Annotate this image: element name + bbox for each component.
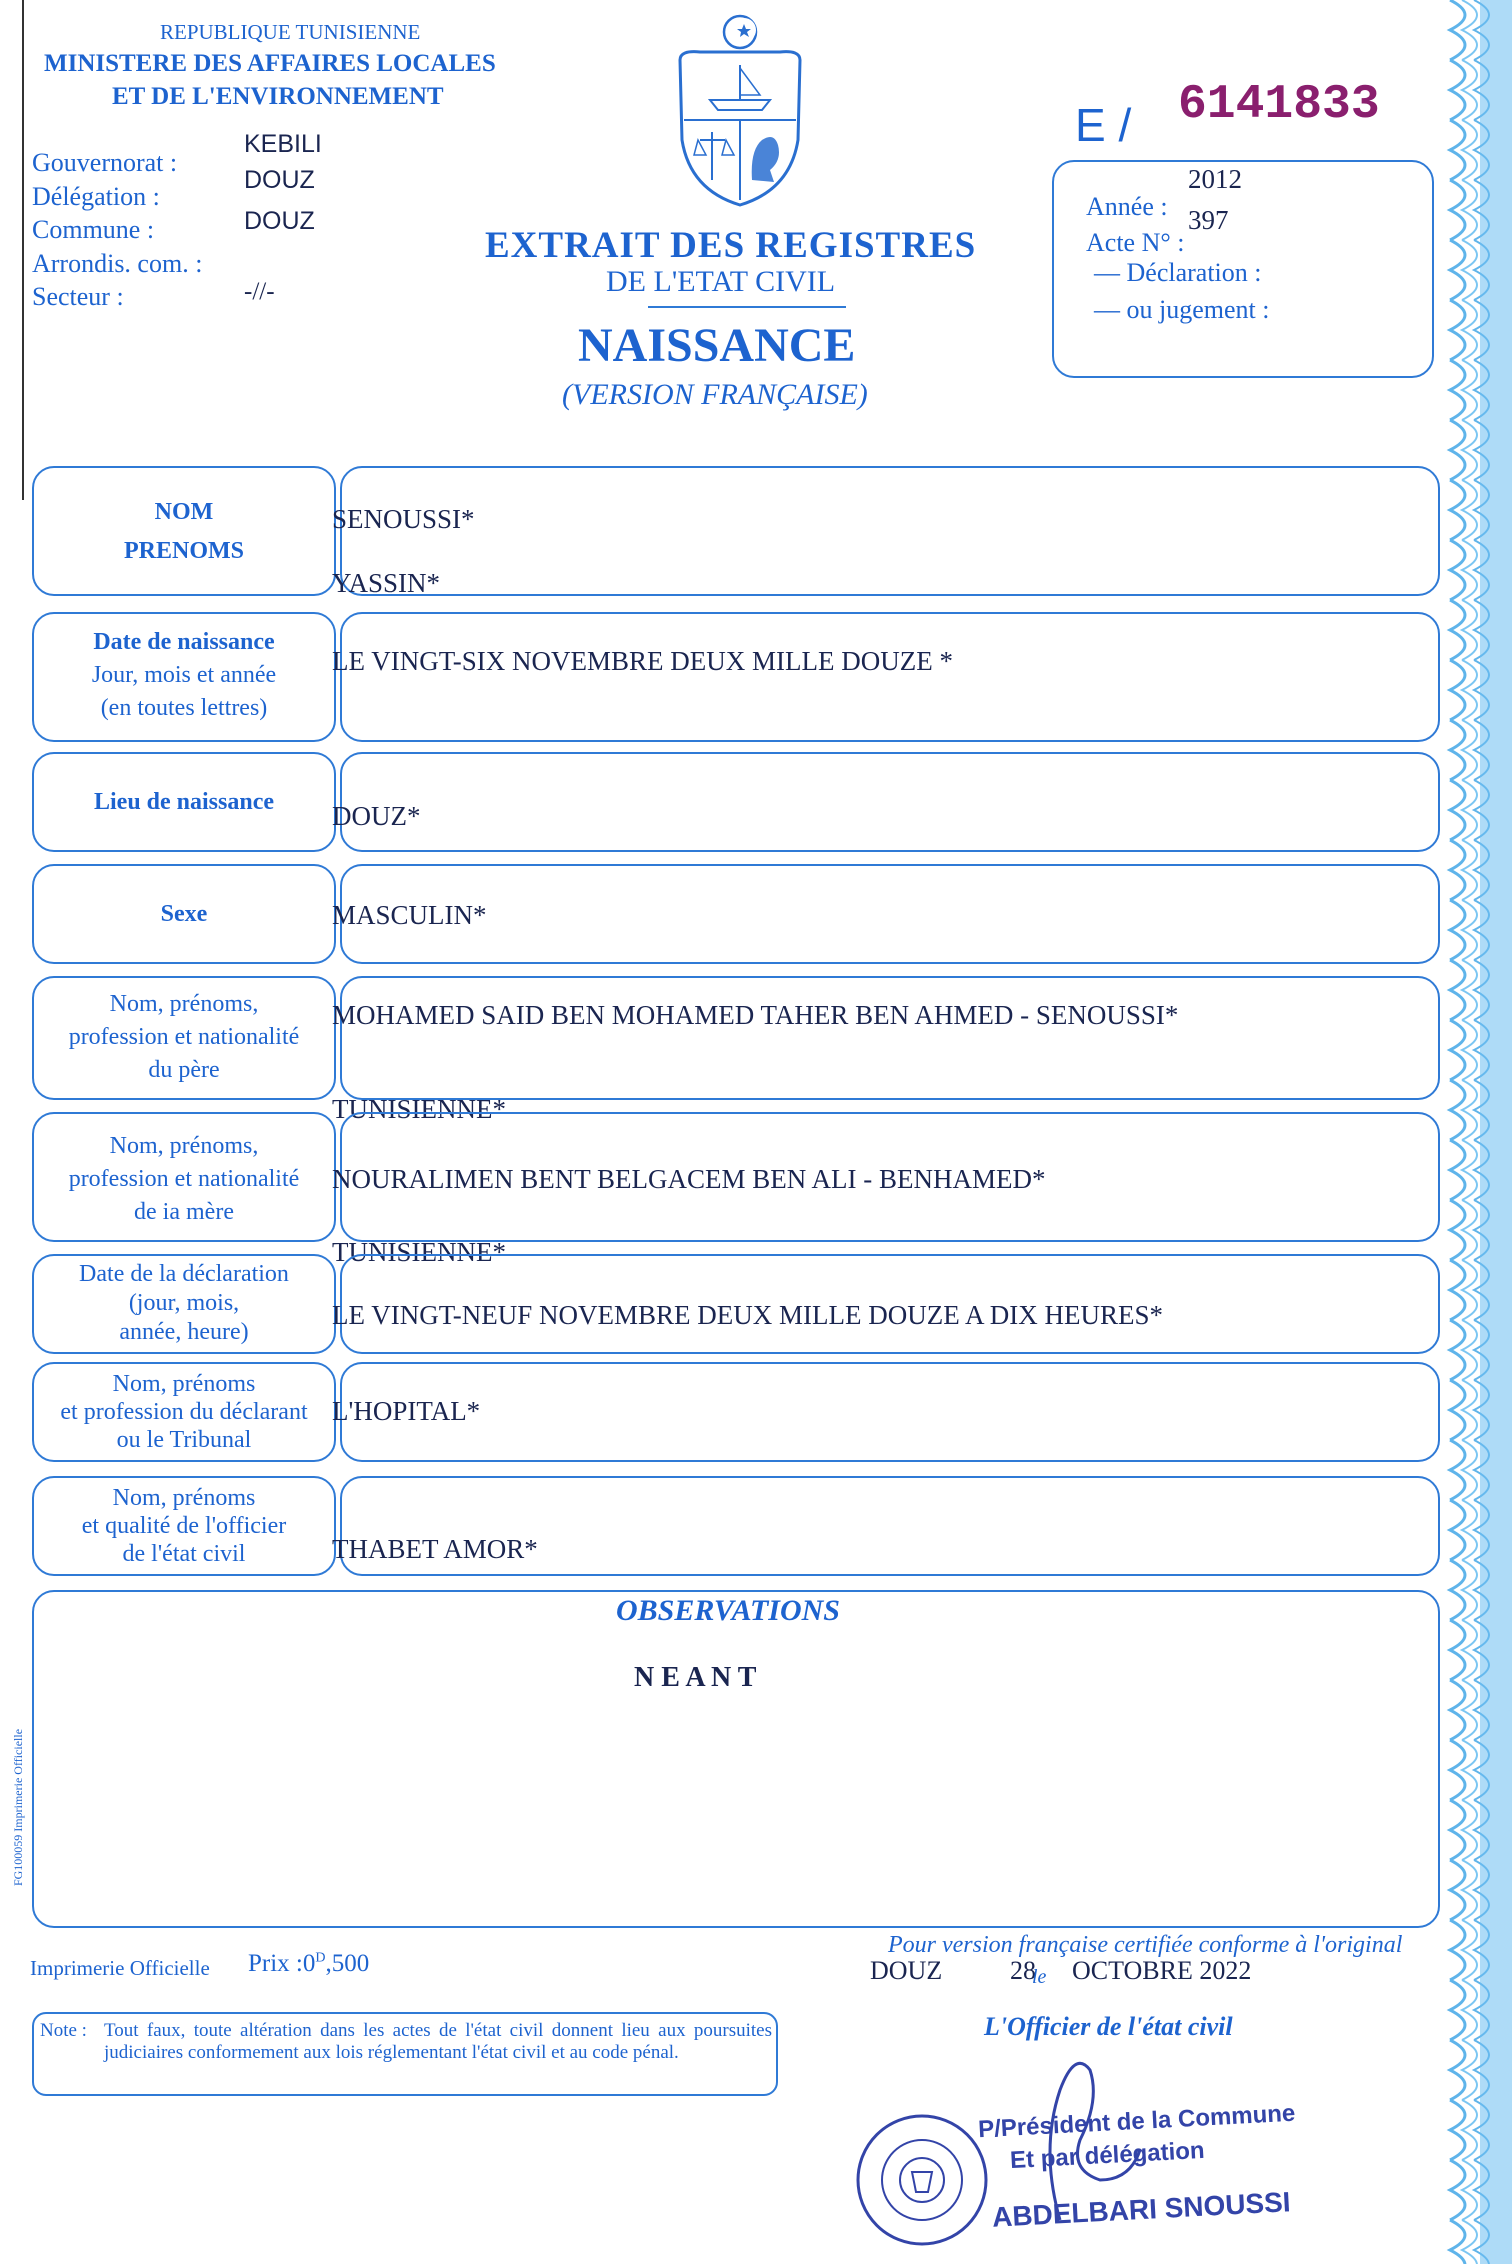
nom-label: NOM xyxy=(154,499,214,525)
declaration-date-label: Date de la déclaration (jour, mois, année, heure) xyxy=(79,1261,289,1345)
stamp-line2: Et par délégation xyxy=(1009,2136,1206,2175)
mother-value: NOURALIMEN BENT BELGACEM BEN ALI - BENHAMED* xyxy=(332,1164,1046,1194)
birthdate-label xyxy=(32,626,336,725)
day-value: 28 xyxy=(1010,1956,1036,1985)
row-birthplace-value-box xyxy=(340,752,1440,852)
stamp-name: ABDELBARI SNOUSSI xyxy=(991,2186,1292,2233)
prenoms-label: PRENOMS xyxy=(124,538,244,564)
declaration-date-value: LE VINGT-NEUF NOVEMBRE DEUX MILLE DOUZE A DIX HEURES* xyxy=(332,1300,1163,1330)
ministry-line1: MINISTERE DES AFFAIRES LOCALES xyxy=(44,50,496,77)
note-label: Note : xyxy=(40,2020,87,2041)
arrondissement-label: Arrondis. com. : xyxy=(32,249,203,278)
sex-value: MASCULIN* xyxy=(332,900,487,930)
annee-value: 2012 xyxy=(1188,164,1242,194)
mother-label: Nom, prénoms, profession et nationalité de ia mère xyxy=(68,1133,300,1225)
delegation-value: DOUZ xyxy=(244,166,315,194)
father-nationality: TUNISIENNE* xyxy=(332,1094,506,1124)
ministry-line2: ET DE L'ENVIRONNEMENT xyxy=(112,83,444,110)
officer-value: THABET AMOR* xyxy=(332,1534,538,1564)
mother-nationality: TUNISIENNE* xyxy=(332,1237,506,1267)
title-naissance: NAISSANCE xyxy=(578,319,856,372)
annee-label: Année : xyxy=(1086,192,1168,221)
row-birthdate-value-box xyxy=(340,612,1440,742)
nom-value: SENOUSSI* xyxy=(332,504,475,534)
prenoms-value: YASSIN* xyxy=(332,568,441,598)
row-declarant-value-box xyxy=(340,1362,1440,1462)
left-margin-line xyxy=(22,0,24,500)
sex-label: Sexe xyxy=(160,901,208,927)
imprimerie-label: Imprimerie Officielle xyxy=(30,1956,210,1980)
row-father-value-box xyxy=(340,976,1440,1100)
row-sex-value-box xyxy=(340,864,1440,964)
serial-prefix: E / xyxy=(1075,99,1132,151)
birthplace-value: DOUZ* xyxy=(332,801,421,831)
commune-label: Commune : xyxy=(32,215,155,244)
birthdate-label-line3: (en toutes lettres) xyxy=(100,695,268,721)
certification-text: Pour version française certifiée conforme à l'original xyxy=(888,1932,1403,1958)
coat-of-arms-emblem xyxy=(670,10,810,210)
gouvernorat-value: KEBILI xyxy=(244,130,322,158)
father-value: MOHAMED SAID BEN MOHAMED TAHER BEN AHMED - SENOUSSI* xyxy=(332,1000,1179,1030)
gouvernorat-label: Gouvernorat : xyxy=(32,148,178,177)
place-value: DOUZ xyxy=(870,1956,943,1985)
declarant-value: L'HOPITAL* xyxy=(332,1396,481,1426)
observations-title: OBSERVATIONS xyxy=(616,1594,840,1627)
row-nom-label-box xyxy=(32,466,336,596)
birthdate-value: LE VINGT-SIX NOVEMBRE DEUX MILLE DOUZE * xyxy=(332,646,953,676)
birthplace-label: Lieu de naissance xyxy=(93,789,275,815)
title-underline xyxy=(648,306,846,308)
stamp-line1: P/Président de la Commune xyxy=(977,2099,1296,2144)
declarant-label: Nom, prénoms et profession du déclarant ou le Tribunal xyxy=(60,1371,308,1453)
official-stamp-seal xyxy=(852,2110,992,2250)
title-version: (VERSION FRANÇAISE) xyxy=(562,378,868,411)
serial-number: 6141833 xyxy=(1178,78,1380,132)
acte-number-value: 397 xyxy=(1188,205,1229,235)
acte-number-label: Acte N° : xyxy=(1086,228,1185,257)
republic-label: REPUBLIQUE TUNISIENNE xyxy=(160,20,421,44)
le-label: le xyxy=(1032,1966,1047,1988)
father-label: Nom, prénoms, profession et nationalité du père xyxy=(68,991,300,1083)
security-border-pattern xyxy=(1440,0,1512,2264)
secteur-label: Secteur : xyxy=(32,282,124,311)
delegation-label: Délégation : xyxy=(32,182,160,211)
prix-label: Prix $:0^D,500$ xyxy=(248,1950,370,1977)
officer-label: Nom, prénoms et qualité de l'officier de l'état civil xyxy=(81,1485,287,1567)
note-text: Tout faux, toute altération dans les actes de l'état civil donnent lieu aux poursuites judiciaires conformement aux lois réglementant l'état civil et au code pénal. xyxy=(104,2020,772,2063)
birthdate-label-title: Date de naissance xyxy=(93,629,275,655)
title-line1: EXTRAIT DES REGISTRES xyxy=(485,225,977,266)
title-line2: DE L'ETAT CIVIL xyxy=(606,265,836,298)
declaration-label: — Déclaration : xyxy=(1094,258,1262,287)
observations-text: N E A N T xyxy=(634,1662,757,1693)
side-print-code: FG100059 Imprimerie Officielle xyxy=(11,1728,26,1887)
month-year-value: OCTOBRE 2022 xyxy=(1072,1956,1252,1985)
birthdate-label-line2: Jour, mois et année xyxy=(91,662,277,688)
observations-box xyxy=(32,1590,1440,1928)
commune-value: DOUZ xyxy=(244,207,315,235)
secteur-value: -//- xyxy=(244,278,275,305)
jugement-label: — ou jugement : xyxy=(1094,295,1270,324)
officier-label: L'Officier de l'état civil xyxy=(984,2012,1233,2041)
row-nom-value-box xyxy=(340,466,1440,596)
